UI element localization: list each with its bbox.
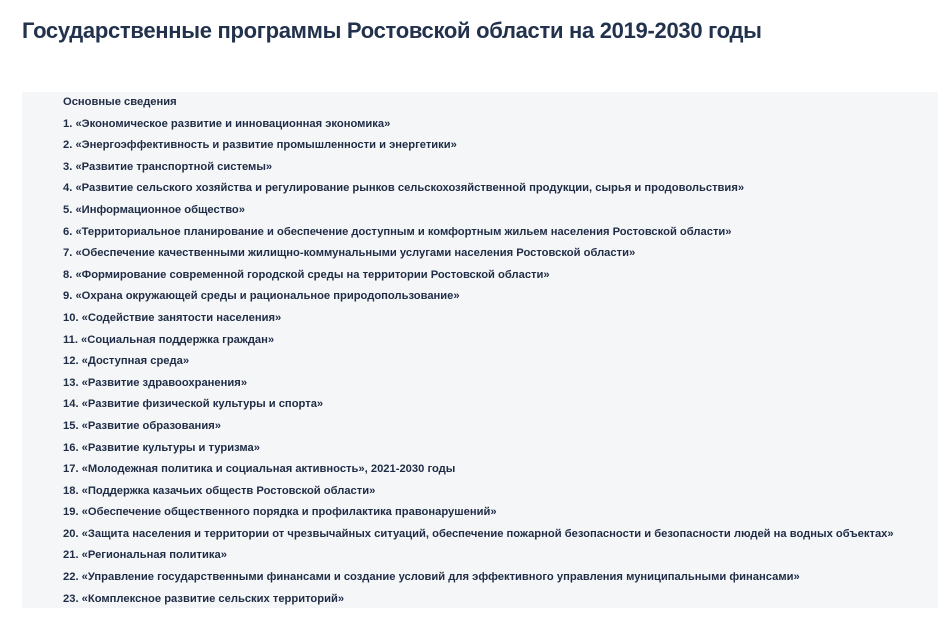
menu-link[interactable]: 20. «Защита населения и территории от чрезвычайных ситуаций, обеспечение пожарной безопасности и безопасности людей на водных объектах» <box>63 527 894 540</box>
menu-link[interactable]: 7. «Обеспечение качественными жилищно-коммунальными услугами населения Ростовской области» <box>63 247 636 260</box>
programs-menu-panel <box>22 92 938 608</box>
page-title: Государственные программы Ростовской области на 2019-2030 годы <box>22 18 762 43</box>
list-item[interactable] <box>63 222 933 244</box>
menu-link[interactable]: 23. «Комплексное развитие сельских территорий» <box>63 592 345 605</box>
menu-link[interactable]: 5. «Информационное общество» <box>63 203 245 216</box>
menu-link[interactable]: 10. «Содействие занятости населения» <box>63 311 282 324</box>
menu-link[interactable]: 14. «Развитие физической культуры и спорта» <box>63 398 324 411</box>
list-item[interactable] <box>63 286 933 308</box>
menu-link[interactable]: 8. «Формирование современной городской среды на территории Ростовской области» <box>63 268 550 281</box>
menu-link[interactable]: 4. «Развитие сельского хозяйства и регулирование рынков сельскохозяйственной продукции, сырья и продовольствия» <box>63 182 745 195</box>
list-item[interactable] <box>63 416 933 438</box>
list-item[interactable] <box>63 114 933 136</box>
menu-link[interactable]: 19. «Обеспечение общественного порядка и профилактика правонарушений» <box>63 506 497 519</box>
menu-link[interactable]: 15. «Развитие образования» <box>63 419 221 432</box>
list-item[interactable] <box>63 481 933 503</box>
menu-link[interactable]: 3. «Развитие транспортной системы» <box>63 160 273 173</box>
menu-link[interactable]: 6. «Территориальное планирование и обеспечение доступным и комфортным жильем населения Ростовской области» <box>63 225 732 238</box>
list-item[interactable] <box>63 438 933 460</box>
list-item[interactable] <box>63 200 933 222</box>
list-item[interactable] <box>63 243 933 265</box>
list-item[interactable] <box>63 567 933 589</box>
list-item[interactable] <box>63 178 933 200</box>
programs-list <box>63 92 933 610</box>
menu-link[interactable]: 2. «Энергоэффективность и развитие промышленности и энергетики» <box>63 139 457 152</box>
list-item[interactable] <box>63 351 933 373</box>
menu-link[interactable]: 12. «Доступная среда» <box>63 355 190 368</box>
menu-link[interactable]: 18. «Поддержка казачьих обществ Ростовской области» <box>63 484 376 497</box>
menu-link[interactable]: 1. «Экономическое развитие и инновационная экономика» <box>63 117 391 130</box>
menu-link[interactable]: 13. «Развитие здравоохранения» <box>63 376 248 389</box>
list-item[interactable] <box>63 157 933 179</box>
list-item-overview[interactable] <box>63 92 933 114</box>
list-item[interactable] <box>63 135 933 157</box>
list-item[interactable] <box>63 394 933 416</box>
list-item[interactable] <box>63 330 933 352</box>
menu-link[interactable]: 21. «Региональная политика» <box>63 549 227 562</box>
list-item[interactable] <box>63 373 933 395</box>
list-item[interactable] <box>63 524 933 546</box>
menu-link[interactable]: Основные сведения <box>63 96 177 108</box>
list-item[interactable] <box>63 265 933 287</box>
menu-link[interactable]: 22. «Управление государственными финансами и создание условий для эффективного управления муниципальными финансами» <box>63 571 800 584</box>
menu-link[interactable]: 16. «Развитие культуры и туризма» <box>63 441 260 454</box>
list-item[interactable] <box>63 589 933 611</box>
menu-link[interactable]: 9. «Охрана окружающей среды и рациональное природопользование» <box>63 290 460 303</box>
list-item[interactable] <box>63 308 933 330</box>
menu-link[interactable]: 17. «Молодежная политика и социальная активность», 2021-2030 годы <box>63 463 456 476</box>
list-item[interactable] <box>63 545 933 567</box>
list-item[interactable] <box>63 459 933 481</box>
menu-link[interactable]: 11. «Социальная поддержка граждан» <box>63 333 275 346</box>
list-item[interactable] <box>63 502 933 524</box>
